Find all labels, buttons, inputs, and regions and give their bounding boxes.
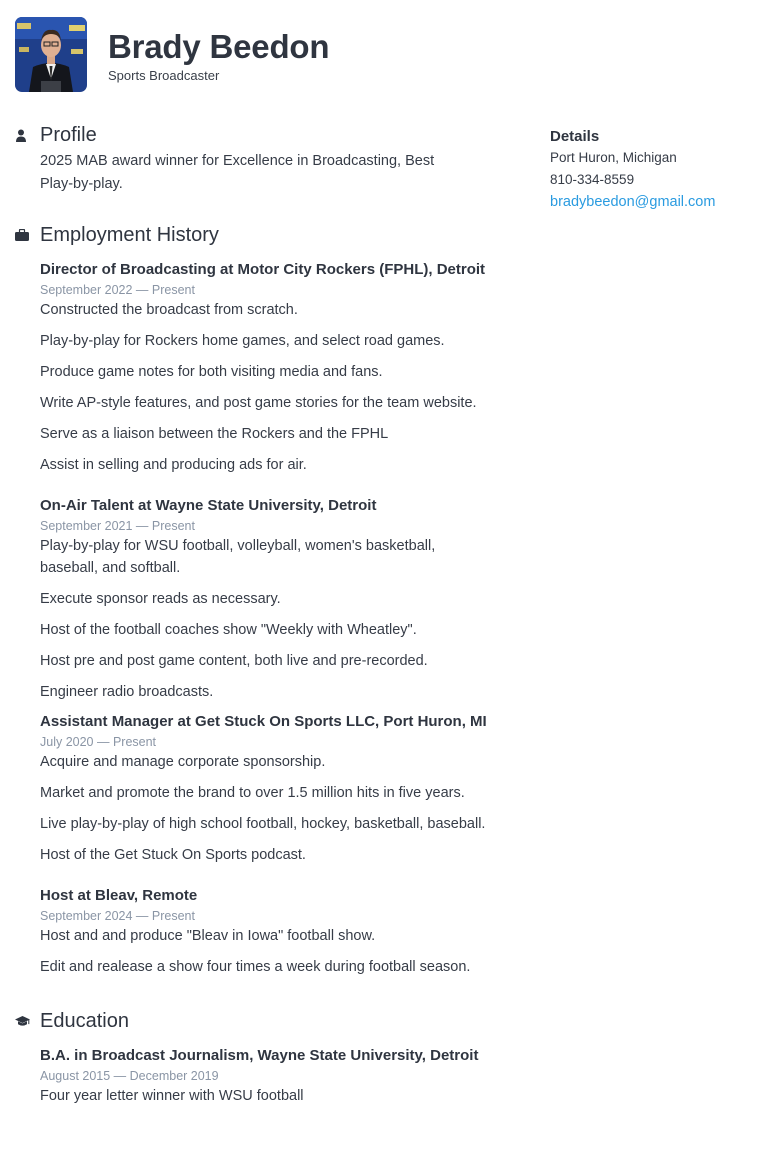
resume-header (15, 17, 329, 92)
education-bullet: Four year letter winner with WSU football (40, 1088, 304, 1104)
details-sidebar (550, 127, 765, 213)
job-entry (40, 496, 525, 703)
employment-heading (15, 222, 525, 248)
details-location: Port Huron, Michigan (550, 150, 677, 165)
job-title: Director of Broadcasting at Motor City Rockers (FPHL), Detroit (40, 261, 486, 278)
education-dates: August 2015 — December 2019 (40, 1069, 219, 1083)
email-link[interactable]: bradybeedon@gmail.com (550, 194, 716, 210)
job-entry (40, 886, 525, 978)
job-bullet: Execute sponsor reads as necessary. (40, 591, 281, 607)
job-title: Host at Bleav, Remote (40, 887, 198, 904)
job-bullet: Play-by-play for WSU football, volleyball, women's basketball, baseball, and softball. (40, 538, 436, 576)
job-dates: September 2024 — Present (40, 909, 195, 923)
education-degree: B.A. in Broadcast Journalism, Wayne State University, Detroit (40, 1047, 479, 1064)
employment-section (15, 222, 525, 978)
job-title: On-Air Talent at Wayne State University, Detroit (40, 497, 377, 514)
job-bullet: Host of the football coaches show "Weekly with Wheatley". (40, 622, 417, 638)
candidate-name: Brady Beedon (108, 28, 330, 65)
job-bullet: Write AP-style features, and post game stories for the team website. (40, 395, 477, 411)
job-bullet: Live play-by-play of high school football, hockey, basketball, baseball. (40, 816, 486, 832)
job-dates: September 2021 — Present (40, 519, 195, 533)
education-bullets (40, 1085, 525, 1107)
person-icon (15, 123, 39, 147)
education-heading (15, 1008, 525, 1034)
job-bullet: Constructed the broadcast from scratch. (40, 302, 298, 318)
profile-section (15, 122, 525, 196)
avatar (15, 17, 87, 92)
job-bullet: Produce game notes for both visiting media and fans. (40, 364, 383, 380)
job-bullet: Market and promote the brand to over 1.5 million hits in five years. (40, 785, 465, 801)
job-title: Assistant Manager at Get Stuck On Sports LLC, Port Huron, MI (40, 713, 487, 730)
job-bullet: Engineer radio broadcasts. (40, 684, 214, 700)
job-dates: September 2022 — Present (40, 283, 195, 297)
briefcase-icon (15, 223, 39, 247)
profile-summary: 2025 MAB award winner for Excellence in Broadcasting, Best Play-by-play. (40, 153, 435, 192)
job-entry (40, 712, 525, 866)
job-bullet: Host pre and post game content, both live and pre-recorded. (40, 653, 428, 669)
education-entry (40, 1046, 525, 1107)
job-bullet: Acquire and manage corporate sponsorship. (40, 754, 326, 770)
job-bullet: Host and and produce "Bleav in Iowa" football show. (40, 928, 376, 944)
job-bullets (40, 925, 525, 978)
job-entry (40, 260, 525, 476)
job-bullet: Host of the Get Stuck On Sports podcast. (40, 847, 306, 863)
details-phone: 810-334-8559 (550, 172, 635, 187)
main-column (15, 122, 525, 1107)
job-bullets (40, 535, 525, 703)
job-bullet: Play-by-play for Rockers home games, and select road games. (40, 333, 445, 349)
job-bullet: Assist in selling and producing ads for air. (40, 457, 307, 473)
candidate-title: Sports Broadcaster (108, 68, 220, 83)
education-title: Education (40, 1009, 129, 1032)
employment-title: Employment History (40, 223, 219, 246)
job-bullet: Edit and realease a show four times a week during football season. (40, 959, 471, 975)
profile-heading (15, 122, 525, 148)
job-bullets (40, 299, 525, 476)
details-title: Details (550, 128, 600, 145)
job-bullets (40, 751, 525, 866)
name-block (108, 29, 329, 83)
profile-title: Profile (40, 123, 97, 146)
education-section (15, 1008, 525, 1107)
job-bullet: Serve as a liaison between the Rockers and the FPHL (40, 426, 389, 442)
graduation-cap-icon (15, 1009, 39, 1033)
job-dates: July 2020 — Present (40, 735, 157, 749)
